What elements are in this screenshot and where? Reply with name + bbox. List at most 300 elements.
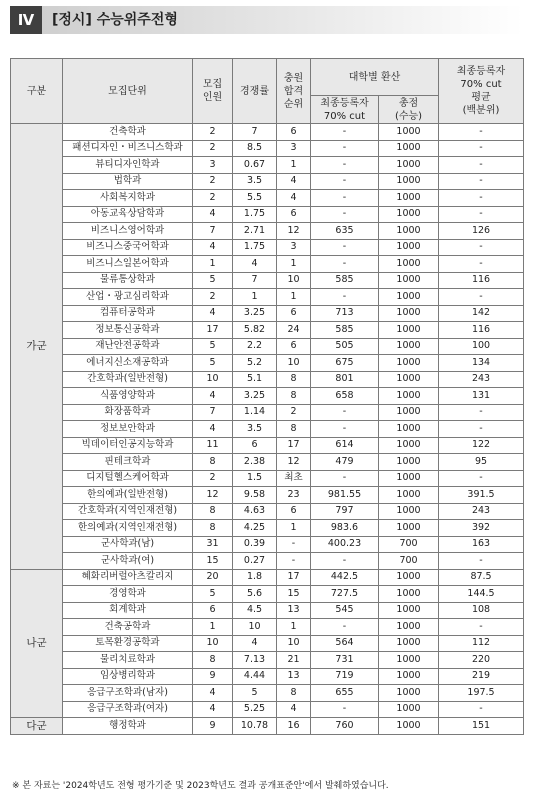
table-row: [11, 569, 524, 586]
cell-unit: 디지털헬스케어학과: [63, 470, 193, 487]
cell-cut: -: [311, 256, 379, 273]
cell-cut: -: [311, 619, 379, 636]
cell-ratio: 8.5: [233, 140, 277, 157]
cell-quota: 4: [193, 421, 233, 438]
cell-total: 1000: [379, 619, 439, 636]
cell-ratio: 4.5: [233, 602, 277, 619]
cell-unit: 회계학과: [63, 602, 193, 619]
cell-wait: -: [277, 536, 311, 553]
cell-ratio: 1.75: [233, 206, 277, 223]
cell-quota: 7: [193, 223, 233, 240]
table-row: [11, 272, 524, 289]
cell-unit: 한의예과(지역인재전형): [63, 520, 193, 537]
cell-pct: -: [439, 421, 524, 438]
cell-total: 1000: [379, 520, 439, 537]
header-quota: 모집 인원: [193, 59, 233, 124]
section-number: Ⅳ: [10, 6, 42, 34]
table-row: [11, 338, 524, 355]
cell-pct: 116: [439, 322, 524, 339]
header-conversion-total: 총점 (수능): [379, 96, 439, 124]
cell-unit: 사회복지학과: [63, 190, 193, 207]
cell-total: 1000: [379, 272, 439, 289]
cell-wait: 2: [277, 404, 311, 421]
cell-unit: 정보보안학과: [63, 421, 193, 438]
cell-ratio: 1.75: [233, 239, 277, 256]
table-row: [11, 470, 524, 487]
cell-cut: 400.23: [311, 536, 379, 553]
header-conversion-cut: 최종등록자 70% cut: [311, 96, 379, 124]
cell-cut: -: [311, 190, 379, 207]
cell-quota: 5: [193, 586, 233, 603]
cell-wait: 6: [277, 124, 311, 141]
cell-cut: -: [311, 206, 379, 223]
cell-unit: 비즈니스영어학과: [63, 223, 193, 240]
cell-unit: 응급구조학과(여자): [63, 701, 193, 718]
cell-unit: 한의예과(일반전형): [63, 487, 193, 504]
cell-ratio: 5.5: [233, 190, 277, 207]
cell-total: 700: [379, 536, 439, 553]
cell-total: 1000: [379, 388, 439, 405]
admission-results-table: [10, 58, 524, 735]
cell-quota: 15: [193, 553, 233, 570]
cell-total: 1000: [379, 718, 439, 735]
cell-unit: 간호학과(지역인재전형): [63, 503, 193, 520]
cell-quota: 8: [193, 652, 233, 669]
cell-unit: 임상병리학과: [63, 668, 193, 685]
cell-unit: 경영학과: [63, 586, 193, 603]
table-row: [11, 437, 524, 454]
header-conversion: 대학별 환산: [311, 59, 439, 96]
cell-cut: 760: [311, 718, 379, 735]
header-ratio: 경쟁률: [233, 59, 277, 124]
table-row: [11, 322, 524, 339]
cell-cut: 505: [311, 338, 379, 355]
cell-pct: 391.5: [439, 487, 524, 504]
cell-quota: 2: [193, 140, 233, 157]
cell-unit: 군사학과(여): [63, 553, 193, 570]
cell-unit: 물리치료학과: [63, 652, 193, 669]
cell-ratio: 10.78: [233, 718, 277, 735]
cell-total: 1000: [379, 586, 439, 603]
cell-total: 1000: [379, 256, 439, 273]
cell-wait: 13: [277, 668, 311, 685]
cell-quota: 10: [193, 371, 233, 388]
cell-wait: 12: [277, 223, 311, 240]
cell-unit: 식품영양학과: [63, 388, 193, 405]
cell-total: 1000: [379, 124, 439, 141]
cell-unit: 법학과: [63, 173, 193, 190]
cell-quota: 10: [193, 635, 233, 652]
cell-pct: 243: [439, 503, 524, 520]
cell-ratio: 3.5: [233, 421, 277, 438]
cell-total: 1000: [379, 685, 439, 702]
cell-quota: 5: [193, 338, 233, 355]
table-row: [11, 668, 524, 685]
cell-wait: 1: [277, 256, 311, 273]
cell-pct: 144.5: [439, 586, 524, 603]
cell-pct: -: [439, 190, 524, 207]
cell-quota: 31: [193, 536, 233, 553]
cell-wait: 최초: [277, 470, 311, 487]
cell-quota: 4: [193, 701, 233, 718]
cell-quota: 4: [193, 206, 233, 223]
table-row: [11, 388, 524, 405]
cell-quota: 8: [193, 520, 233, 537]
table-row: [11, 140, 524, 157]
cell-ratio: 4: [233, 256, 277, 273]
cell-total: 1000: [379, 569, 439, 586]
cell-pct: 219: [439, 668, 524, 685]
cell-cut: -: [311, 157, 379, 174]
cell-pct: -: [439, 701, 524, 718]
cell-cut: 731: [311, 652, 379, 669]
cell-total: 1000: [379, 355, 439, 372]
cell-pct: 197.5: [439, 685, 524, 702]
cell-pct: 142: [439, 305, 524, 322]
cell-unit: 핀테크학과: [63, 454, 193, 471]
cell-ratio: 7.13: [233, 652, 277, 669]
cell-total: 1000: [379, 371, 439, 388]
cell-cut: 545: [311, 602, 379, 619]
cell-cut: 658: [311, 388, 379, 405]
cell-wait: 13: [277, 602, 311, 619]
cell-cut: 983.6: [311, 520, 379, 537]
cell-wait: 6: [277, 338, 311, 355]
cell-quota: 4: [193, 239, 233, 256]
cell-cut: 564: [311, 635, 379, 652]
cell-ratio: 2.71: [233, 223, 277, 240]
cell-unit: 산업・광고심리학과: [63, 289, 193, 306]
cell-wait: 10: [277, 635, 311, 652]
cell-wait: 17: [277, 569, 311, 586]
table-row: [11, 685, 524, 702]
cell-ratio: 1.8: [233, 569, 277, 586]
cell-pct: 134: [439, 355, 524, 372]
cell-pct: 151: [439, 718, 524, 735]
cell-pct: 131: [439, 388, 524, 405]
cell-total: 1000: [379, 206, 439, 223]
cell-cut: -: [311, 470, 379, 487]
table-row: [11, 223, 524, 240]
cell-quota: 9: [193, 718, 233, 735]
cell-wait: 8: [277, 421, 311, 438]
table-body: [11, 124, 524, 735]
cell-ratio: 9.58: [233, 487, 277, 504]
cell-wait: 23: [277, 487, 311, 504]
cell-wait: 8: [277, 685, 311, 702]
cell-ratio: 5: [233, 685, 277, 702]
cell-cut: 713: [311, 305, 379, 322]
cell-pct: 87.5: [439, 569, 524, 586]
cell-pct: 122: [439, 437, 524, 454]
table-row: [11, 487, 524, 504]
cell-quota: 2: [193, 190, 233, 207]
cell-unit: 패션디자인・비즈니스학과: [63, 140, 193, 157]
cell-total: 1000: [379, 239, 439, 256]
cell-cut: -: [311, 124, 379, 141]
cell-unit: 토목환경공학과: [63, 635, 193, 652]
cell-cut: -: [311, 404, 379, 421]
cell-total: 1000: [379, 487, 439, 504]
cell-ratio: 4.44: [233, 668, 277, 685]
cell-cut: 655: [311, 685, 379, 702]
table-row: [11, 124, 524, 141]
table-row: [11, 520, 524, 537]
table-row: [11, 173, 524, 190]
cell-total: 1000: [379, 652, 439, 669]
cell-unit: 응급구조학과(남자): [63, 685, 193, 702]
cell-wait: 1: [277, 619, 311, 636]
header-waitlist: 충원 합격 순위: [277, 59, 311, 124]
cell-quota: 5: [193, 272, 233, 289]
cell-quota: 8: [193, 454, 233, 471]
cell-pct: -: [439, 619, 524, 636]
cell-total: 1000: [379, 454, 439, 471]
cell-wait: 4: [277, 190, 311, 207]
cell-wait: 10: [277, 355, 311, 372]
table-row: [11, 371, 524, 388]
cell-quota: 4: [193, 685, 233, 702]
cell-unit: 정보통신공학과: [63, 322, 193, 339]
table-row: [11, 454, 524, 471]
cell-ratio: 4.25: [233, 520, 277, 537]
cell-total: 1000: [379, 404, 439, 421]
cell-quota: 4: [193, 305, 233, 322]
cell-total: 1000: [379, 173, 439, 190]
cell-wait: 24: [277, 322, 311, 339]
table-row: [11, 206, 524, 223]
cell-ratio: 5.2: [233, 355, 277, 372]
header-percentile: 최종등록자 70% cut 평균 (백분위): [439, 59, 524, 124]
cell-wait: 3: [277, 140, 311, 157]
cell-ratio: 3.25: [233, 305, 277, 322]
cell-unit: 화장품학과: [63, 404, 193, 421]
cell-ratio: 6: [233, 437, 277, 454]
cell-pct: 95: [439, 454, 524, 471]
cell-wait: 1: [277, 289, 311, 306]
cell-ratio: 5.6: [233, 586, 277, 603]
cell-cut: 585: [311, 322, 379, 339]
cell-ratio: 0.27: [233, 553, 277, 570]
cell-unit: 간호학과(일반전형): [63, 371, 193, 388]
cell-cut: 585: [311, 272, 379, 289]
cell-unit: 컴퓨터공학과: [63, 305, 193, 322]
table-row: [11, 239, 524, 256]
cell-total: 1000: [379, 421, 439, 438]
table-row: [11, 536, 524, 553]
table-row: [11, 190, 524, 207]
cell-pct: -: [439, 124, 524, 141]
cell-total: 1000: [379, 503, 439, 520]
cell-total: 1000: [379, 157, 439, 174]
group-label: 나군: [11, 569, 63, 718]
cell-wait: 10: [277, 272, 311, 289]
table-row: [11, 503, 524, 520]
cell-quota: 2: [193, 173, 233, 190]
cell-pct: -: [439, 404, 524, 421]
cell-total: 1000: [379, 701, 439, 718]
cell-pct: -: [439, 173, 524, 190]
cell-ratio: 4.63: [233, 503, 277, 520]
cell-cut: -: [311, 239, 379, 256]
cell-wait: 4: [277, 701, 311, 718]
cell-wait: 8: [277, 388, 311, 405]
cell-quota: 20: [193, 569, 233, 586]
cell-cut: 675: [311, 355, 379, 372]
cell-ratio: 5.1: [233, 371, 277, 388]
cell-quota: 11: [193, 437, 233, 454]
cell-cut: -: [311, 173, 379, 190]
cell-ratio: 3.25: [233, 388, 277, 405]
cell-total: 1000: [379, 668, 439, 685]
cell-pct: -: [439, 553, 524, 570]
cell-cut: 442.5: [311, 569, 379, 586]
cell-pct: -: [439, 256, 524, 273]
cell-unit: 뷰티디자인학과: [63, 157, 193, 174]
cell-unit: 행정학과: [63, 718, 193, 735]
cell-quota: 1: [193, 619, 233, 636]
cell-quota: 17: [193, 322, 233, 339]
cell-wait: 3: [277, 239, 311, 256]
cell-wait: 6: [277, 206, 311, 223]
group-label: 가군: [11, 124, 63, 570]
cell-unit: 에너지신소재공학과: [63, 355, 193, 372]
cell-quota: 9: [193, 668, 233, 685]
cell-wait: 16: [277, 718, 311, 735]
cell-total: 1000: [379, 305, 439, 322]
cell-ratio: 4: [233, 635, 277, 652]
cell-wait: 6: [277, 503, 311, 520]
cell-wait: 21: [277, 652, 311, 669]
cell-unit: 혜화리버럴아츠칼리지: [63, 569, 193, 586]
cell-wait: 8: [277, 371, 311, 388]
table-row: [11, 652, 524, 669]
cell-ratio: 0.67: [233, 157, 277, 174]
cell-cut: -: [311, 421, 379, 438]
cell-pct: 163: [439, 536, 524, 553]
cell-wait: 17: [277, 437, 311, 454]
cell-ratio: 5.82: [233, 322, 277, 339]
cell-total: 1000: [379, 190, 439, 207]
cell-unit: 비즈니스중국어학과: [63, 239, 193, 256]
cell-unit: 비즈니스일본어학과: [63, 256, 193, 273]
cell-pct: 116: [439, 272, 524, 289]
cell-unit: 군사학과(남): [63, 536, 193, 553]
table-row: [11, 619, 524, 636]
cell-quota: 12: [193, 487, 233, 504]
cell-quota: 4: [193, 388, 233, 405]
cell-cut: 635: [311, 223, 379, 240]
cell-cut: -: [311, 553, 379, 570]
table-row: [11, 635, 524, 652]
cell-wait: -: [277, 553, 311, 570]
cell-quota: 5: [193, 355, 233, 372]
cell-total: 1000: [379, 470, 439, 487]
cell-wait: 15: [277, 586, 311, 603]
table-row: [11, 718, 524, 735]
cell-total: 1000: [379, 338, 439, 355]
cell-pct: -: [439, 206, 524, 223]
cell-ratio: 1.14: [233, 404, 277, 421]
cell-ratio: 2.38: [233, 454, 277, 471]
cell-quota: 1: [193, 256, 233, 273]
cell-total: 1000: [379, 223, 439, 240]
table-row: [11, 602, 524, 619]
cell-quota: 2: [193, 470, 233, 487]
cell-total: 1000: [379, 140, 439, 157]
cell-pct: 108: [439, 602, 524, 619]
cell-unit: 아동교육상담학과: [63, 206, 193, 223]
cell-wait: 1: [277, 520, 311, 537]
cell-cut: 797: [311, 503, 379, 520]
cell-cut: 801: [311, 371, 379, 388]
cell-cut: 727.5: [311, 586, 379, 603]
cell-pct: 126: [439, 223, 524, 240]
table-row: [11, 305, 524, 322]
cell-ratio: 5.25: [233, 701, 277, 718]
cell-pct: 112: [439, 635, 524, 652]
cell-cut: -: [311, 140, 379, 157]
cell-ratio: 1.5: [233, 470, 277, 487]
section-title: [정시] 수능위주전형: [52, 12, 178, 28]
cell-ratio: 10: [233, 619, 277, 636]
cell-pct: -: [439, 157, 524, 174]
cell-ratio: 1: [233, 289, 277, 306]
cell-total: 1000: [379, 289, 439, 306]
cell-ratio: 0.39: [233, 536, 277, 553]
section-header: [10, 6, 523, 34]
table-row: [11, 421, 524, 438]
cell-unit: 건축공학과: [63, 619, 193, 636]
cell-total: 1000: [379, 322, 439, 339]
cell-quota: 3: [193, 157, 233, 174]
cell-ratio: 2.2: [233, 338, 277, 355]
cell-cut: 479: [311, 454, 379, 471]
table-row: [11, 289, 524, 306]
cell-wait: 6: [277, 305, 311, 322]
table-row: [11, 553, 524, 570]
cell-cut: 981.55: [311, 487, 379, 504]
group-label: 다군: [11, 718, 63, 735]
cell-unit: 빅데이터인공지능학과: [63, 437, 193, 454]
cell-cut: -: [311, 701, 379, 718]
cell-total: 1000: [379, 635, 439, 652]
cell-quota: 2: [193, 289, 233, 306]
cell-ratio: 7: [233, 272, 277, 289]
cell-total: 1000: [379, 602, 439, 619]
cell-quota: 2: [193, 124, 233, 141]
table-row: [11, 404, 524, 421]
header-group: 구분: [11, 59, 63, 124]
cell-pct: -: [439, 470, 524, 487]
cell-pct: 392: [439, 520, 524, 537]
cell-total: 700: [379, 553, 439, 570]
table-row: [11, 586, 524, 603]
cell-wait: 4: [277, 173, 311, 190]
cell-cut: 614: [311, 437, 379, 454]
cell-pct: -: [439, 239, 524, 256]
cell-wait: 12: [277, 454, 311, 471]
cell-ratio: 3.5: [233, 173, 277, 190]
cell-pct: -: [439, 140, 524, 157]
cell-cut: -: [311, 289, 379, 306]
cell-unit: 물류통상학과: [63, 272, 193, 289]
cell-pct: -: [439, 289, 524, 306]
table-row: [11, 355, 524, 372]
cell-unit: 건축학과: [63, 124, 193, 141]
cell-pct: 243: [439, 371, 524, 388]
table-row: [11, 701, 524, 718]
